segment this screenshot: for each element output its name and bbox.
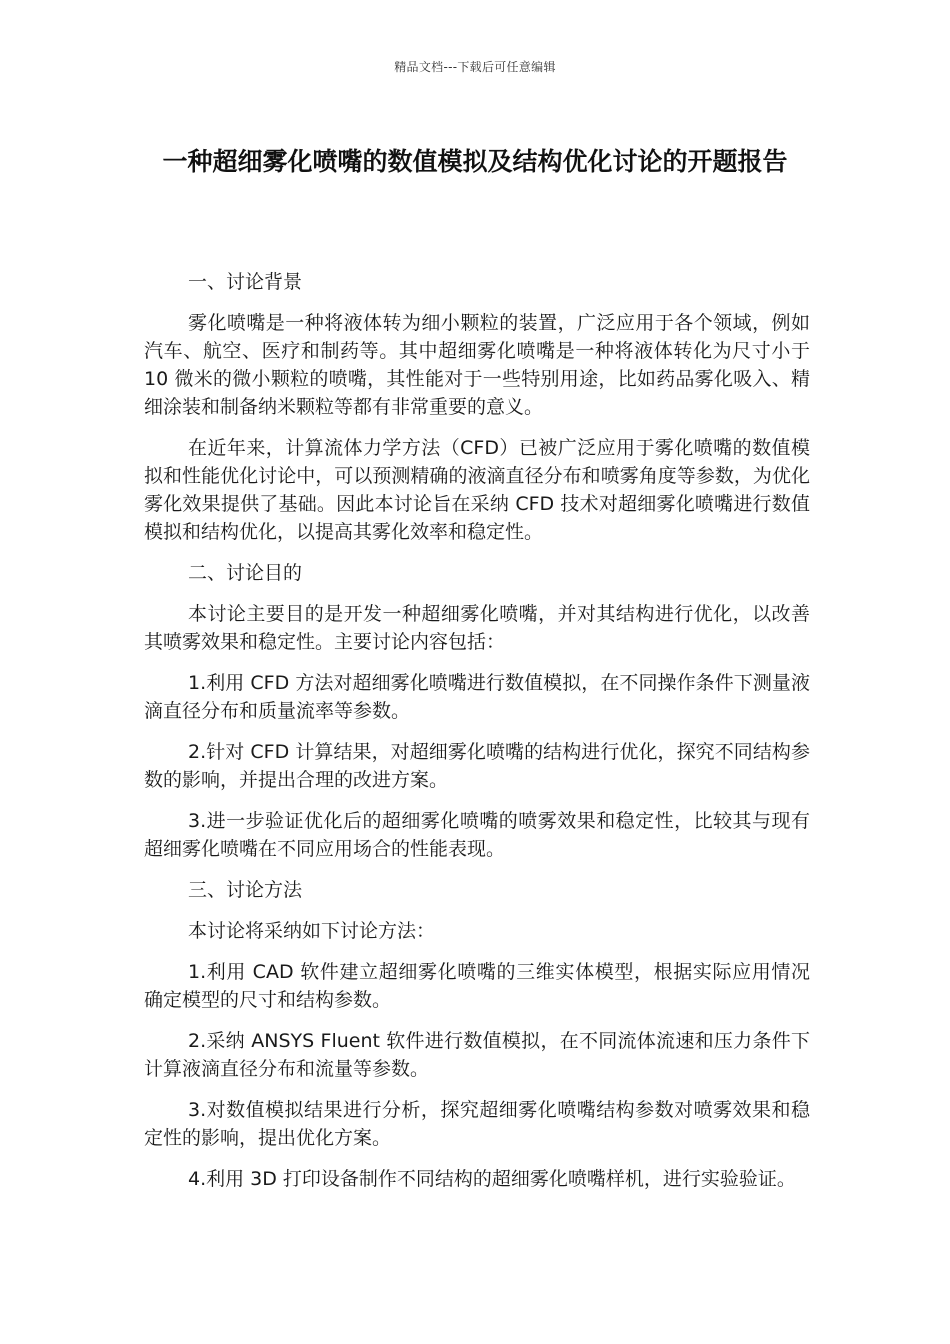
list-item: 3.对数值模拟结果进行分析，探究超细雾化喷嘴结构参数对喷雾效果和稳定性的影响，提出优化方案。 bbox=[144, 1099, 810, 1149]
section-heading-purpose: 二、讨论目的 bbox=[188, 562, 303, 584]
document-title: 一种超细雾化喷嘴的数值模拟及结构优化讨论的开题报告 bbox=[162, 147, 788, 176]
section-heading-background: 一、讨论背景 bbox=[188, 271, 303, 293]
list-item: 2.针对 CFD 计算结果，对超细雾化喷嘴的结构进行优化，探究不同结构参数的影响，并提出合理的改进方案。 bbox=[144, 741, 810, 791]
paragraph: 在近年来，计算流体力学方法（CFD）已被广泛应用于雾化喷嘴的数值模拟和性能优化讨论中，可以预测精确的液滴直径分布和喷雾角度等参数，为优化雾化效果提供了基础。因此本讨论旨在采纳 CFD 技术对超细雾化喷嘴进行数值模拟和结构优化，以提高其雾化效率和稳定性。 bbox=[144, 437, 810, 543]
list-item: 1.利用 CFD 方法对超细雾化喷嘴进行数值模拟，在不同操作条件下测量液滴直径分布和质量流率等参数。 bbox=[144, 672, 810, 722]
list-item: 2.采纳 ANSYS Fluent 软件进行数值模拟，在不同流体流速和压力条件下计算液滴直径分布和流量等参数。 bbox=[144, 1030, 810, 1080]
paragraph: 本讨论将采纳如下讨论方法： bbox=[188, 920, 436, 942]
list-item: 3.进一步验证优化后的超细雾化喷嘴的喷雾效果和稳定性，比较其与现有超细雾化喷嘴在不同应用场合的性能表现。 bbox=[144, 810, 810, 860]
paragraph: 雾化喷嘴是一种将液体转为细小颗粒的装置，广泛应用于各个领域，例如汽车、航空、医疗和制药等。其中超细雾化喷嘴是一种将液体转化为尺寸小于 10 微米的微小颗粒的喷嘴，其性能对于一些特别用途，比如药品雾化吸入、精细涂装和制备纳米颗粒等都有非常重要的意义。 bbox=[144, 312, 810, 418]
document-body bbox=[144, 268, 810, 1206]
list-item: 4.利用 3D 打印设备制作不同结构的超细雾化喷嘴样机，进行实验验证。 bbox=[188, 1168, 796, 1190]
paragraph: 本讨论主要目的是开发一种超细雾化喷嘴，并对其结构进行优化，以改善其喷雾效果和稳定性。主要讨论内容包括： bbox=[144, 603, 810, 653]
list-item: 1.利用 CAD 软件建立超细雾化喷嘴的三维实体模型，根据实际应用情况确定模型的尺寸和结构参数。 bbox=[144, 961, 810, 1011]
page-header: 精品文档---下载后可任意编辑 bbox=[394, 60, 556, 74]
section-heading-method: 三、讨论方法 bbox=[188, 879, 303, 901]
